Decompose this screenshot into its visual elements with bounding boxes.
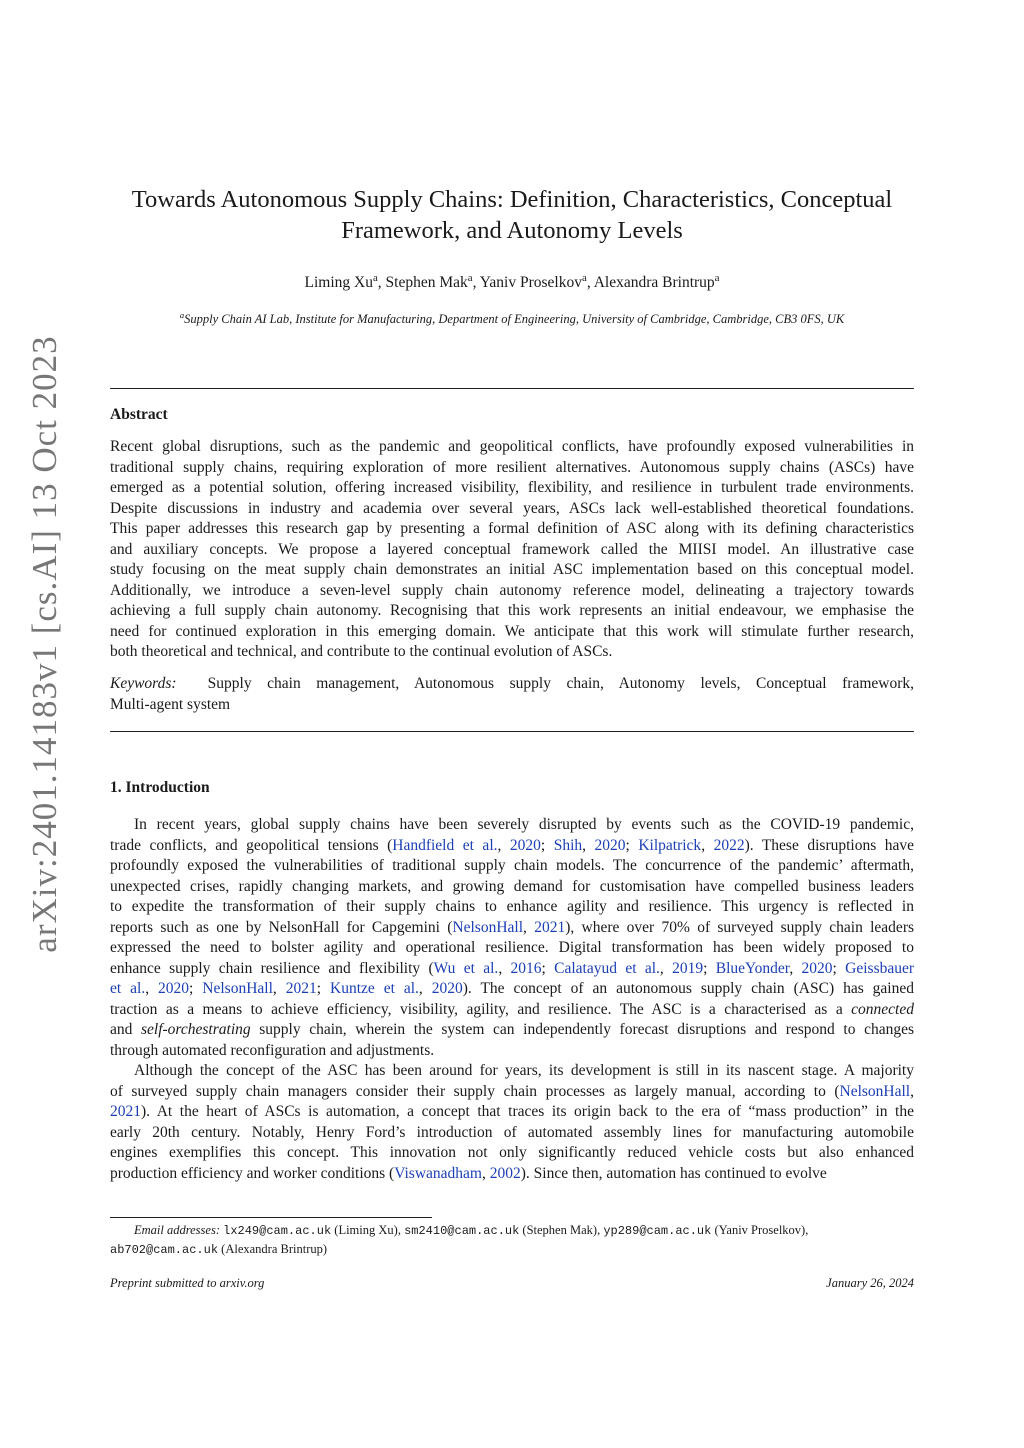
citation-link[interactable]: 2020: [158, 980, 190, 997]
text-run: ,: [523, 918, 535, 936]
text-run: ). The concept of an autonomous supply chain (ASC) has gained: [462, 980, 914, 997]
abstract-line: emerged as a potential solution, offering increased visibility, flexibility, and resilience in turbulent trade environments.: [110, 479, 914, 496]
emphasis-text: connected: [851, 1000, 914, 1018]
citation-link[interactable]: 2020: [509, 836, 541, 854]
paragraph-line: [110, 897, 914, 918]
citation-link[interactable]: Viswanadham: [394, 1164, 482, 1182]
paragraph-line: [110, 959, 914, 980]
paragraph-line: [110, 1102, 914, 1123]
author-list: Liming Xu$^a$, Stephen Mak$^a$, Yaniv Proselkov$^a$, Alexandra Brintrup$^a$: [304, 271, 720, 291]
title-line-2: Framework, and Autonomy Levels: [341, 217, 683, 244]
footer-date: January 26, 2024: [826, 1276, 914, 1290]
text-run: ;: [625, 836, 639, 854]
text-run: ;: [703, 959, 716, 977]
email-link[interactable]: ab702@cam.ac.uk: [110, 1242, 219, 1257]
citation-link[interactable]: NelsonHall: [452, 918, 524, 936]
text-run: traction as a means to achieve efficiency, visibility, agility, and resilience. The ASC is a characterised as a: [110, 1000, 852, 1018]
citation-link[interactable]: Kilpatrick: [638, 836, 702, 854]
abstract-line: traditional supply chains, requiring exploration of more resilient alternatives. Autonomous supply chains (ASCs) have: [110, 458, 914, 476]
text-run: ;: [832, 959, 846, 977]
text-run: of surveyed supply chain managers consider their supply chain processes as largely manual, according to (: [110, 1082, 840, 1100]
paragraph-line: [110, 918, 914, 939]
paragraph-line: [110, 938, 914, 959]
citation-link[interactable]: 2016: [510, 959, 542, 977]
paragraph-line: [110, 856, 914, 877]
keywords-label: Keywords:: [110, 675, 177, 692]
citation-link[interactable]: 2022: [713, 836, 745, 854]
paragraph-line: [110, 1123, 914, 1144]
abstract-line: need for continued exploration in this emerging domain. We anticipate that this work will stimulate further research,: [110, 622, 914, 640]
paragraph-line: [110, 1082, 914, 1103]
citation-link[interactable]: NelsonHall: [839, 1082, 911, 1100]
paragraph-line: [110, 815, 914, 836]
paragraph-line: [110, 1061, 914, 1082]
author: Liming Xu$^a$: [304, 271, 378, 291]
citation-link[interactable]: Calatayud et al.: [554, 959, 660, 977]
text-run: ,: [659, 959, 673, 977]
citation-link[interactable]: Geissbauer: [845, 959, 915, 977]
intro-paragraph-1: [110, 815, 914, 1061]
abstract-line: both theoretical and technical, and contribute to the continual evolution of ASCs.: [110, 643, 613, 660]
text-run: to expedite the transformation of their supply chains to enhance agility and resilience. This urgency is reflected in: [110, 898, 914, 915]
text-run: ,: [498, 959, 511, 977]
emphasis-text: self-orchestrating: [141, 1021, 251, 1038]
keywords-line-2: Multi-agent system: [110, 695, 231, 713]
text-run: profoundly exposed the vulnerabilities of traditional supply chain models. The concurrence of the pandemic’ aftermath,: [110, 857, 914, 874]
citation-link[interactable]: 2021: [534, 918, 566, 936]
text-run: engines exemplifies this concept. This innovation not only significantly reduced vehicle costs but also enhanced: [110, 1144, 914, 1161]
text-run: reports such as one by NelsonHall for Capgemini (: [110, 918, 453, 936]
paragraph-line: [110, 1143, 914, 1164]
text-run: expressed the need to bolster agility and operational resilience. Digital transformation has been widely proposed to: [110, 939, 914, 956]
text-run: unexpected crises, rapidly changing markets, and growing demand for customisation have compelled business leaders: [110, 877, 914, 895]
email-link[interactable]: lx249@cam.ac.uk: [223, 1224, 332, 1238]
text-run: ,: [145, 980, 159, 997]
text-run: ,: [701, 836, 714, 854]
text-run: In recent years, global supply chains have been severely disrupted by events such as the COVID-19 pandemic,: [134, 816, 914, 833]
text-run: ;: [189, 980, 203, 997]
citation-link[interactable]: 2002: [489, 1164, 521, 1182]
citation-link[interactable]: Shih: [553, 836, 583, 854]
citation-link[interactable]: Wu et al.: [433, 959, 499, 977]
abstract-line: Recent global disruptions, such as the pandemic and geopolitical conflicts, have profoundly exposed vulnerabilities in: [110, 438, 914, 455]
text-run: ,: [272, 980, 286, 997]
text-run: early 20th century. Notably, Henry Ford’s introduction of automated assembly lines for manufacturing automobile: [110, 1123, 914, 1141]
arxiv-sidebar-stamp: arXiv:2401.14183v1 [cs.AI] 13 Oct 2023: [25, 335, 64, 953]
divider-top: [110, 388, 914, 389]
text-run: ,: [910, 1082, 914, 1100]
paragraph-line: [110, 1000, 914, 1021]
citation-link[interactable]: 2020: [594, 836, 626, 854]
citation-link[interactable]: 2019: [672, 959, 704, 977]
citation-link[interactable]: 2021: [110, 1103, 141, 1120]
text-run: ,: [481, 1164, 490, 1182]
abstract-line: Additionally, we introduce a seven-level supply chain autonomy reference model, delineating a trajectory towards: [110, 581, 914, 599]
text-run: enhance supply chain resilience and flexibility (: [110, 959, 434, 977]
abstract-heading: Abstract: [110, 406, 168, 423]
title-line-1: Towards Autonomous Supply Chains: Definition, Characteristics, Conceptual: [131, 186, 893, 213]
email-label: Email addresses:: [134, 1223, 220, 1237]
text-run: ;: [316, 980, 330, 997]
text-run: ,: [418, 980, 432, 997]
text-run: ,: [582, 836, 595, 854]
author: Alexandra Brintrup$^a$: [593, 271, 720, 291]
intro-paragraph-2: [110, 1061, 914, 1184]
author: Stephen Mak$^a$: [385, 271, 473, 291]
paragraph-line: [110, 1164, 914, 1185]
citation-link[interactable]: NelsonHall: [202, 980, 273, 997]
footnote-rule: [110, 1217, 432, 1218]
footer-preprint-note: Preprint submitted to arxiv.org: [110, 1276, 265, 1290]
email-link[interactable]: yp289@cam.ac.uk: [603, 1224, 712, 1238]
paragraph-line: [110, 877, 914, 898]
section-heading-introduction: 1. Introduction: [110, 779, 210, 796]
keywords-line-1: Supply chain management, Autonomous supply chain, Autonomy levels, Conceptual framework,: [207, 675, 914, 692]
text-run: through automated reconfiguration and adjustments.: [110, 1041, 435, 1059]
text-run: ,: [497, 836, 510, 854]
paragraph-line: [110, 1041, 914, 1062]
abstract-line: study focusing on the meat supply chain demonstrates an initial ASC implementation based on this conceptual model.: [110, 561, 914, 578]
abstract-line: and auxiliary concepts. We propose a layered conceptual framework called the MIISI model. An illustrative case: [110, 540, 914, 558]
footnote-emails: Email addresses: lx249@cam.ac.uk (Liming Xu), sm2410@cam.ac.uk (Stephen Mak), yp289@cam.ac.uk (Yaniv Proselkov), ab702@cam.ac.uk (Alexandra Brintrup): [110, 1223, 809, 1257]
abstract-body: [110, 437, 914, 663]
text-run: ;: [541, 959, 555, 977]
text-run: ,: [789, 959, 802, 977]
abstract-line: This paper addresses this research gap by presenting a formal definition of ASC along with its defining characteristics: [110, 520, 914, 537]
paper-title: [110, 184, 914, 246]
text-run: ). Since then, automation has continued to evolve: [520, 1164, 827, 1182]
text-run: trade conflicts, and geopolitical tensions (: [110, 836, 393, 854]
citation-link[interactable]: Handfield et al.: [392, 836, 498, 854]
citation-link[interactable]: 2020: [801, 959, 833, 977]
divider-bottom: [110, 731, 914, 732]
citation-link[interactable]: 2021: [285, 980, 317, 997]
citation-link[interactable]: 2020: [431, 980, 463, 997]
abstract-line: achieving a full supply chain autonomy. Recognising that this work represents an initial endeavour, we emphasise the: [110, 602, 914, 619]
text-run: ). At the heart of ASCs is automation, a concept that traces its origin back to the era of “mass production” in the: [141, 1103, 914, 1120]
text-run: ), where over 70% of surveyed supply chain leaders: [565, 918, 915, 936]
text-run: production efficiency and worker conditions (: [110, 1164, 395, 1182]
paragraph-line: [110, 836, 914, 857]
citation-link[interactable]: Kuntze et al.: [330, 980, 419, 997]
author: Yaniv Proselkov$^a$: [479, 271, 587, 291]
abstract-line: Despite discussions in industry and academia over several years, ASCs lack well-established theoretical foundations.: [110, 499, 914, 517]
affiliation: $^a$Supply Chain AI Lab, Institute for Manufacturing, Department of Engineering, University of Cambridge, Cambridge, CB3 0FS, UK: [179, 309, 845, 326]
email-link[interactable]: sm2410@cam.ac.uk: [404, 1224, 520, 1238]
text-run: ;: [540, 836, 554, 854]
text-run: supply chain, wherein the system can independently forecast disruptions and respond to changes: [250, 1021, 914, 1038]
text-run: ). These disruptions have: [744, 836, 915, 854]
paragraph-line: [110, 979, 914, 1000]
keywords: [110, 674, 914, 715]
paragraph-line: [110, 1020, 914, 1041]
citation-link[interactable]: et al.: [110, 980, 146, 997]
text-run: Although the concept of the ASC has been around for years, its development is still in its nascent stage. A majority: [134, 1062, 914, 1079]
citation-link[interactable]: BlueYonder: [715, 959, 790, 977]
text-run: and: [110, 1021, 141, 1038]
